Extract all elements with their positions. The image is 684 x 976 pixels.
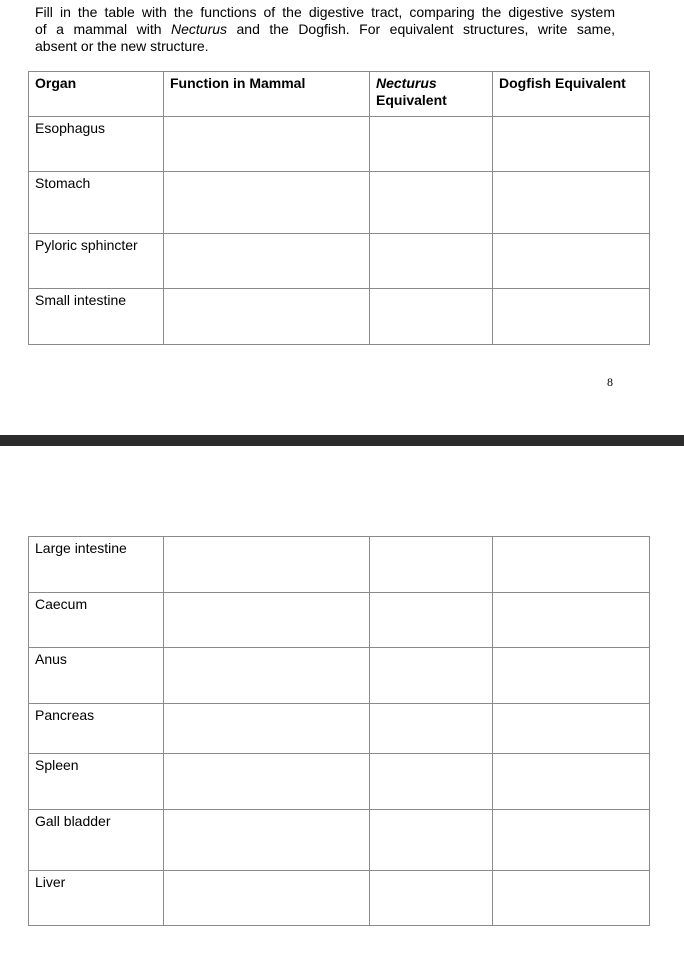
page-break-divider xyxy=(0,435,684,446)
table-row xyxy=(29,593,650,648)
comparison-table-page-2 xyxy=(28,536,650,926)
instructions xyxy=(35,4,615,55)
function-cell[interactable] xyxy=(164,871,370,926)
organ-cell: Caecum xyxy=(29,593,164,648)
instructions-line-2 xyxy=(35,21,615,38)
table-row xyxy=(29,754,650,810)
table-row xyxy=(29,172,650,234)
table-row xyxy=(29,648,650,704)
header-dogfish-equivalent: Dogfish Equivalent xyxy=(493,72,650,117)
dogfish-cell[interactable] xyxy=(493,117,650,172)
header-necturus-equivalent xyxy=(370,72,493,117)
table-row xyxy=(29,810,650,871)
necturus-cell[interactable] xyxy=(370,117,493,172)
organ-cell: Esophagus xyxy=(29,117,164,172)
instructions-line-3: absent or the new structure. xyxy=(35,38,209,54)
function-cell[interactable] xyxy=(164,117,370,172)
header-necturus-suffix: Equivalent xyxy=(376,92,447,108)
table-row xyxy=(29,871,650,926)
header-row xyxy=(29,72,650,117)
dogfish-cell[interactable] xyxy=(493,593,650,648)
dogfish-cell[interactable] xyxy=(493,871,650,926)
organ-cell: Anus xyxy=(29,648,164,704)
necturus-cell[interactable] xyxy=(370,172,493,234)
table-row xyxy=(29,234,650,289)
dogfish-cell[interactable] xyxy=(493,754,650,810)
table-row xyxy=(29,537,650,593)
function-cell[interactable] xyxy=(164,704,370,754)
necturus-cell[interactable] xyxy=(370,810,493,871)
organ-cell: Pyloric sphincter xyxy=(29,234,164,289)
instructions-line-2-end: and the Dogfish. For equivalent structures, write same, xyxy=(227,21,615,37)
function-cell[interactable] xyxy=(164,754,370,810)
function-cell[interactable] xyxy=(164,172,370,234)
table-row xyxy=(29,117,650,172)
instructions-line-2-start: of a mammal with xyxy=(35,21,171,37)
organ-cell: Spleen xyxy=(29,754,164,810)
organ-cell: Pancreas xyxy=(29,704,164,754)
organ-cell: Small intestine xyxy=(29,289,164,345)
function-cell[interactable] xyxy=(164,289,370,345)
dogfish-cell[interactable] xyxy=(493,537,650,593)
comparison-table-page-1 xyxy=(28,71,650,345)
organ-cell: Stomach xyxy=(29,172,164,234)
dogfish-cell[interactable] xyxy=(493,234,650,289)
table-row xyxy=(29,289,650,345)
header-organ: Organ xyxy=(29,72,164,117)
necturus-cell[interactable] xyxy=(370,704,493,754)
dogfish-cell[interactable] xyxy=(493,172,650,234)
dogfish-cell[interactable] xyxy=(493,810,650,871)
function-cell[interactable] xyxy=(164,810,370,871)
necturus-cell[interactable] xyxy=(370,871,493,926)
function-cell[interactable] xyxy=(164,648,370,704)
header-necturus-name: Necturus xyxy=(376,75,437,91)
necturus-cell[interactable] xyxy=(370,754,493,810)
instructions-line-1: Fill in the table with the functions of the digestive tract, comparing the digestive system xyxy=(35,4,615,20)
function-cell[interactable] xyxy=(164,593,370,648)
function-cell[interactable] xyxy=(164,234,370,289)
function-cell[interactable] xyxy=(164,537,370,593)
table-row xyxy=(29,704,650,754)
necturus-cell[interactable] xyxy=(370,593,493,648)
dogfish-cell[interactable] xyxy=(493,289,650,345)
necturus-italic: Necturus xyxy=(171,21,228,37)
page-number: 8 xyxy=(607,375,613,389)
necturus-cell[interactable] xyxy=(370,234,493,289)
organ-cell: Large intestine xyxy=(29,537,164,593)
dogfish-cell[interactable] xyxy=(493,648,650,704)
necturus-cell[interactable] xyxy=(370,289,493,345)
necturus-cell[interactable] xyxy=(370,648,493,704)
organ-cell: Liver xyxy=(29,871,164,926)
necturus-cell[interactable] xyxy=(370,537,493,593)
dogfish-cell[interactable] xyxy=(493,704,650,754)
header-function-in-mammal: Function in Mammal xyxy=(164,72,370,117)
organ-cell: Gall bladder xyxy=(29,810,164,871)
